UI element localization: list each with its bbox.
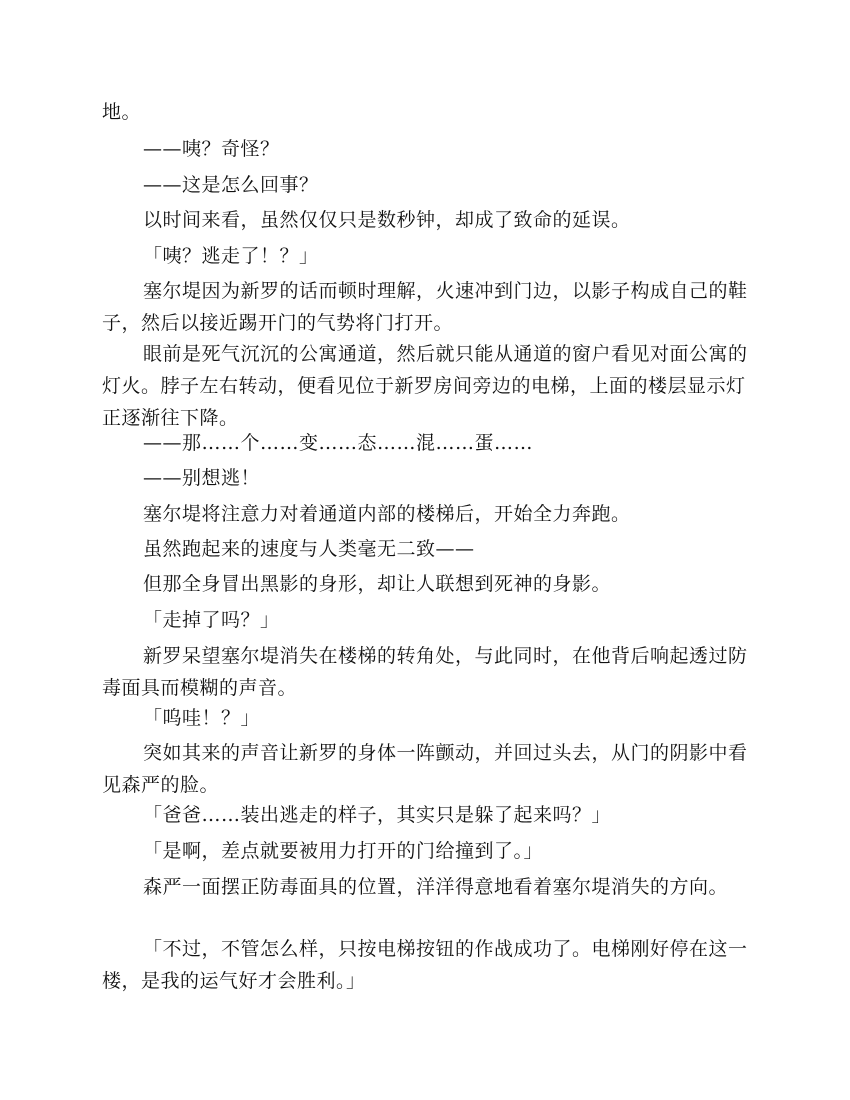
paragraph-9: ——别想逃！ (143, 467, 261, 489)
paragraph-17: 「爸爸……装出逃走的样子，其实只是躲了起来吗？」 (143, 804, 612, 826)
paragraph-12: 但那全身冒出黑影的身形，却让人联想到死神的身影。 (143, 573, 612, 595)
paragraph-18: 「是啊，差点就要被用力打开的门给撞到了。」 (143, 840, 544, 862)
paragraph-7: 眼前是死气沉沉的公寓通道，然后就只能从通道的窗户看见对面公寓的灯火。脖子左右转动，便看见位于新罗房间旁边的电梯，上面的楼层显示灯正逐渐往下降。 (102, 343, 748, 429)
paragraph-19: 森严一面摆正防毒面具的位置，洋洋得意地看着塞尔堤消失的方向。 (143, 876, 729, 898)
paragraph-16: 突如其来的声音让新罗的身体一阵颤动，并回过头去，从门的阴影中看见森严的脸。 (102, 742, 748, 796)
paragraph-2: ——咦？奇怪？ (143, 138, 280, 160)
paragraph-14: 新罗呆望塞尔堤消失在楼梯的转角处，与此同时，在他背后响起透过防毒面具而模糊的声音。 (102, 645, 748, 699)
paragraph-3: ——这是怎么回事？ (143, 174, 319, 196)
paragraph-11: 虽然跑起来的速度与人类毫无二致—— (143, 538, 475, 560)
paragraph-8: ——那……个……变……态……混……蛋…… (143, 432, 534, 454)
paragraph-10: 塞尔堤将注意力对着通道内部的楼梯后，开始全力奔跑。 (143, 503, 631, 525)
paragraph-4: 以时间来看，虽然仅仅只是数秒钟，却成了致命的延误。 (143, 209, 631, 231)
paragraph-1: 地。 (102, 101, 142, 123)
paragraph-20: 「不过，不管怎么样，只按电梯按钮的作战成功了。电梯刚好停在这一楼，是我的运气好才会胜利。」 (102, 938, 748, 992)
paragraph-13: 「走掉了吗？」 (143, 609, 280, 631)
paragraph-6: 塞尔堤因为新罗的话而顿时理解，火速冲到门边，以影子构成自己的鞋子，然后以接近踢开门的气势将门打开。 (102, 280, 748, 334)
paragraph-15: 「呜哇！？」 (143, 707, 261, 729)
paragraph-5: 「咦？逃走了！？」 (143, 245, 319, 267)
